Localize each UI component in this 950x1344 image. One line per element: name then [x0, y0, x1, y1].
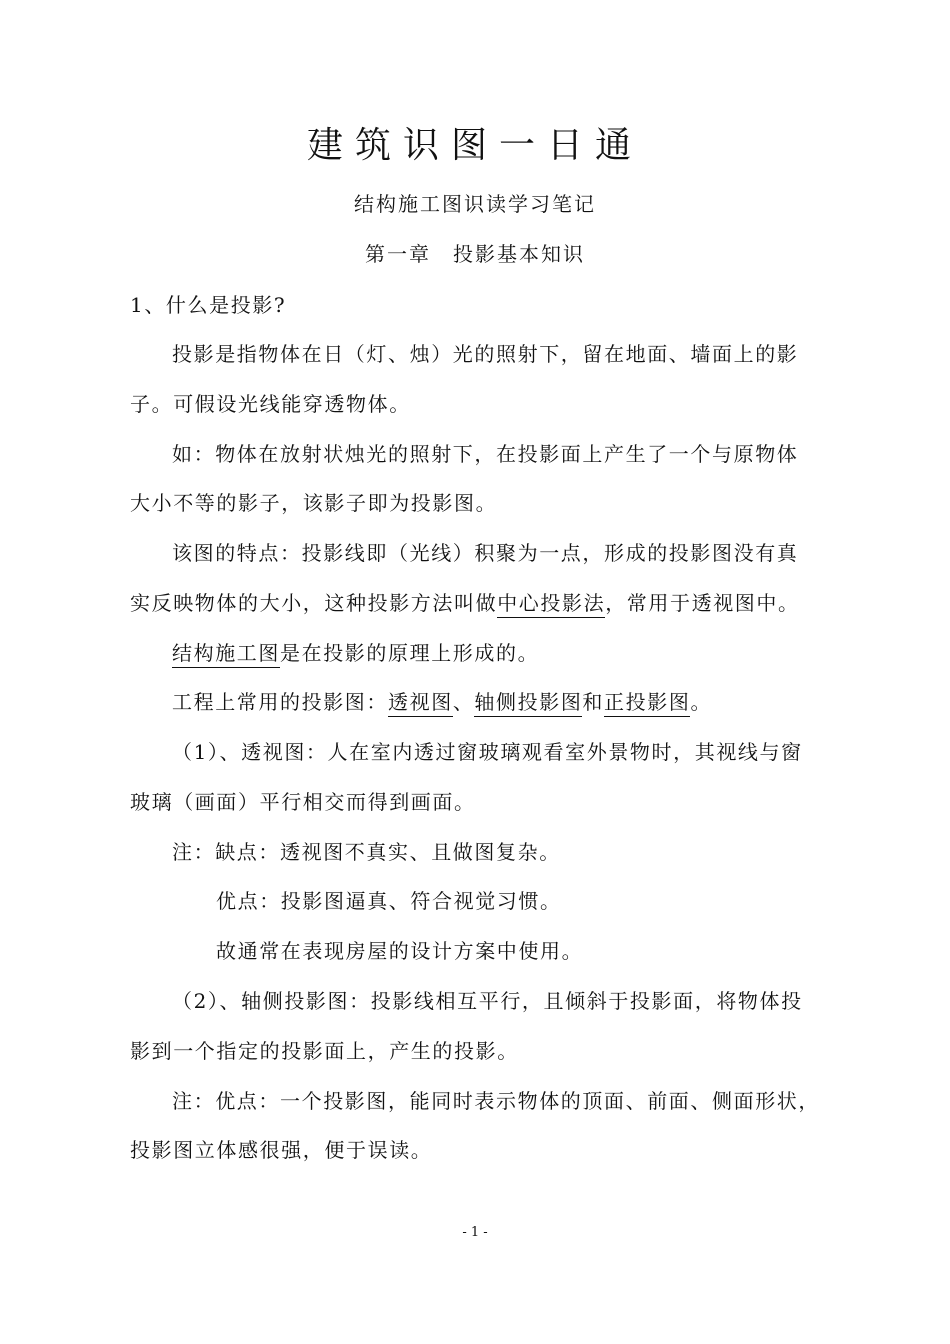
separator-and: 和: [582, 690, 605, 714]
paragraph-2-line-2: 大小不等的影子，该影子即为投影图。: [130, 491, 498, 515]
note-disadvantage: 注：缺点：透视图不真实、且做图复杂。: [172, 840, 561, 864]
term-perspective: 透视图: [388, 690, 453, 717]
paragraph-6-line-2: 玻璃（画面）平行相交而得到画面。: [130, 790, 476, 814]
paragraph-10-line-1: （2）、轴侧投影图：投影线相互平行，且倾斜于投影面，将物体投: [172, 989, 803, 1013]
paragraph-5-text: 工程上常用的投影图：: [172, 690, 388, 714]
paragraph-11-line-2: 投影图立体感很强，便于误读。: [130, 1138, 433, 1162]
paragraph-4: [130, 639, 830, 667]
term-central-projection: 中心投影法: [497, 591, 605, 618]
term-structural-drawing: 结构施工图: [172, 641, 280, 668]
note-advantage: 优点：投影图逼真、符合视觉习惯。: [216, 889, 562, 913]
paragraph-11-line-1: 注：优点：一个投影图，能同时表示物体的顶面、前面、侧面形状，: [172, 1089, 820, 1113]
paragraph-5: [130, 688, 830, 716]
paragraph-3-line-2: [130, 589, 830, 617]
document-title: 建筑识图一日通: [306, 125, 643, 166]
chapter-heading: 第一章 投影基本知识: [365, 242, 585, 266]
paragraph-10-line-2: 影到一个指定的投影面上，产生的投影。: [130, 1039, 519, 1063]
paragraph-3-line-1: 该图的特点：投影线即（光线）积聚为一点，形成的投影图没有真: [172, 541, 799, 565]
paragraph-4-text: 是在投影的原理上形成的。: [280, 641, 540, 665]
separator: 、: [452, 690, 475, 714]
term-orthographic: 正投影图: [604, 690, 690, 717]
paragraph-2-line-1: 如：物体在放射状烛光的照射下，在投影面上产生了一个与原物体: [172, 442, 799, 466]
question-heading: 1、什么是投影?: [130, 293, 287, 317]
page-number: - 1 -: [462, 1225, 488, 1240]
term-axonometric: 轴侧投影图: [474, 690, 582, 717]
note-usage: 故通常在表现房屋的设计方案中使用。: [216, 939, 584, 963]
paragraph-6-line-1: （1）、透视图：人在室内透过窗玻璃观看室外景物时，其视线与窗: [172, 740, 803, 764]
period: 。: [690, 690, 713, 714]
paragraph-1-line-2: 子。可假设光线能穿透物体。: [130, 392, 411, 416]
document-subtitle: 结构施工图识读学习笔记: [354, 192, 596, 216]
paragraph-3-text-end: ，常用于透视图中。: [605, 591, 800, 615]
paragraph-1-line-1: 投影是指物体在日（灯、烛）光的照射下，留在地面、墙面上的影: [172, 342, 799, 366]
paragraph-3-text: 实反映物体的大小，这种投影方法叫做: [130, 591, 498, 615]
